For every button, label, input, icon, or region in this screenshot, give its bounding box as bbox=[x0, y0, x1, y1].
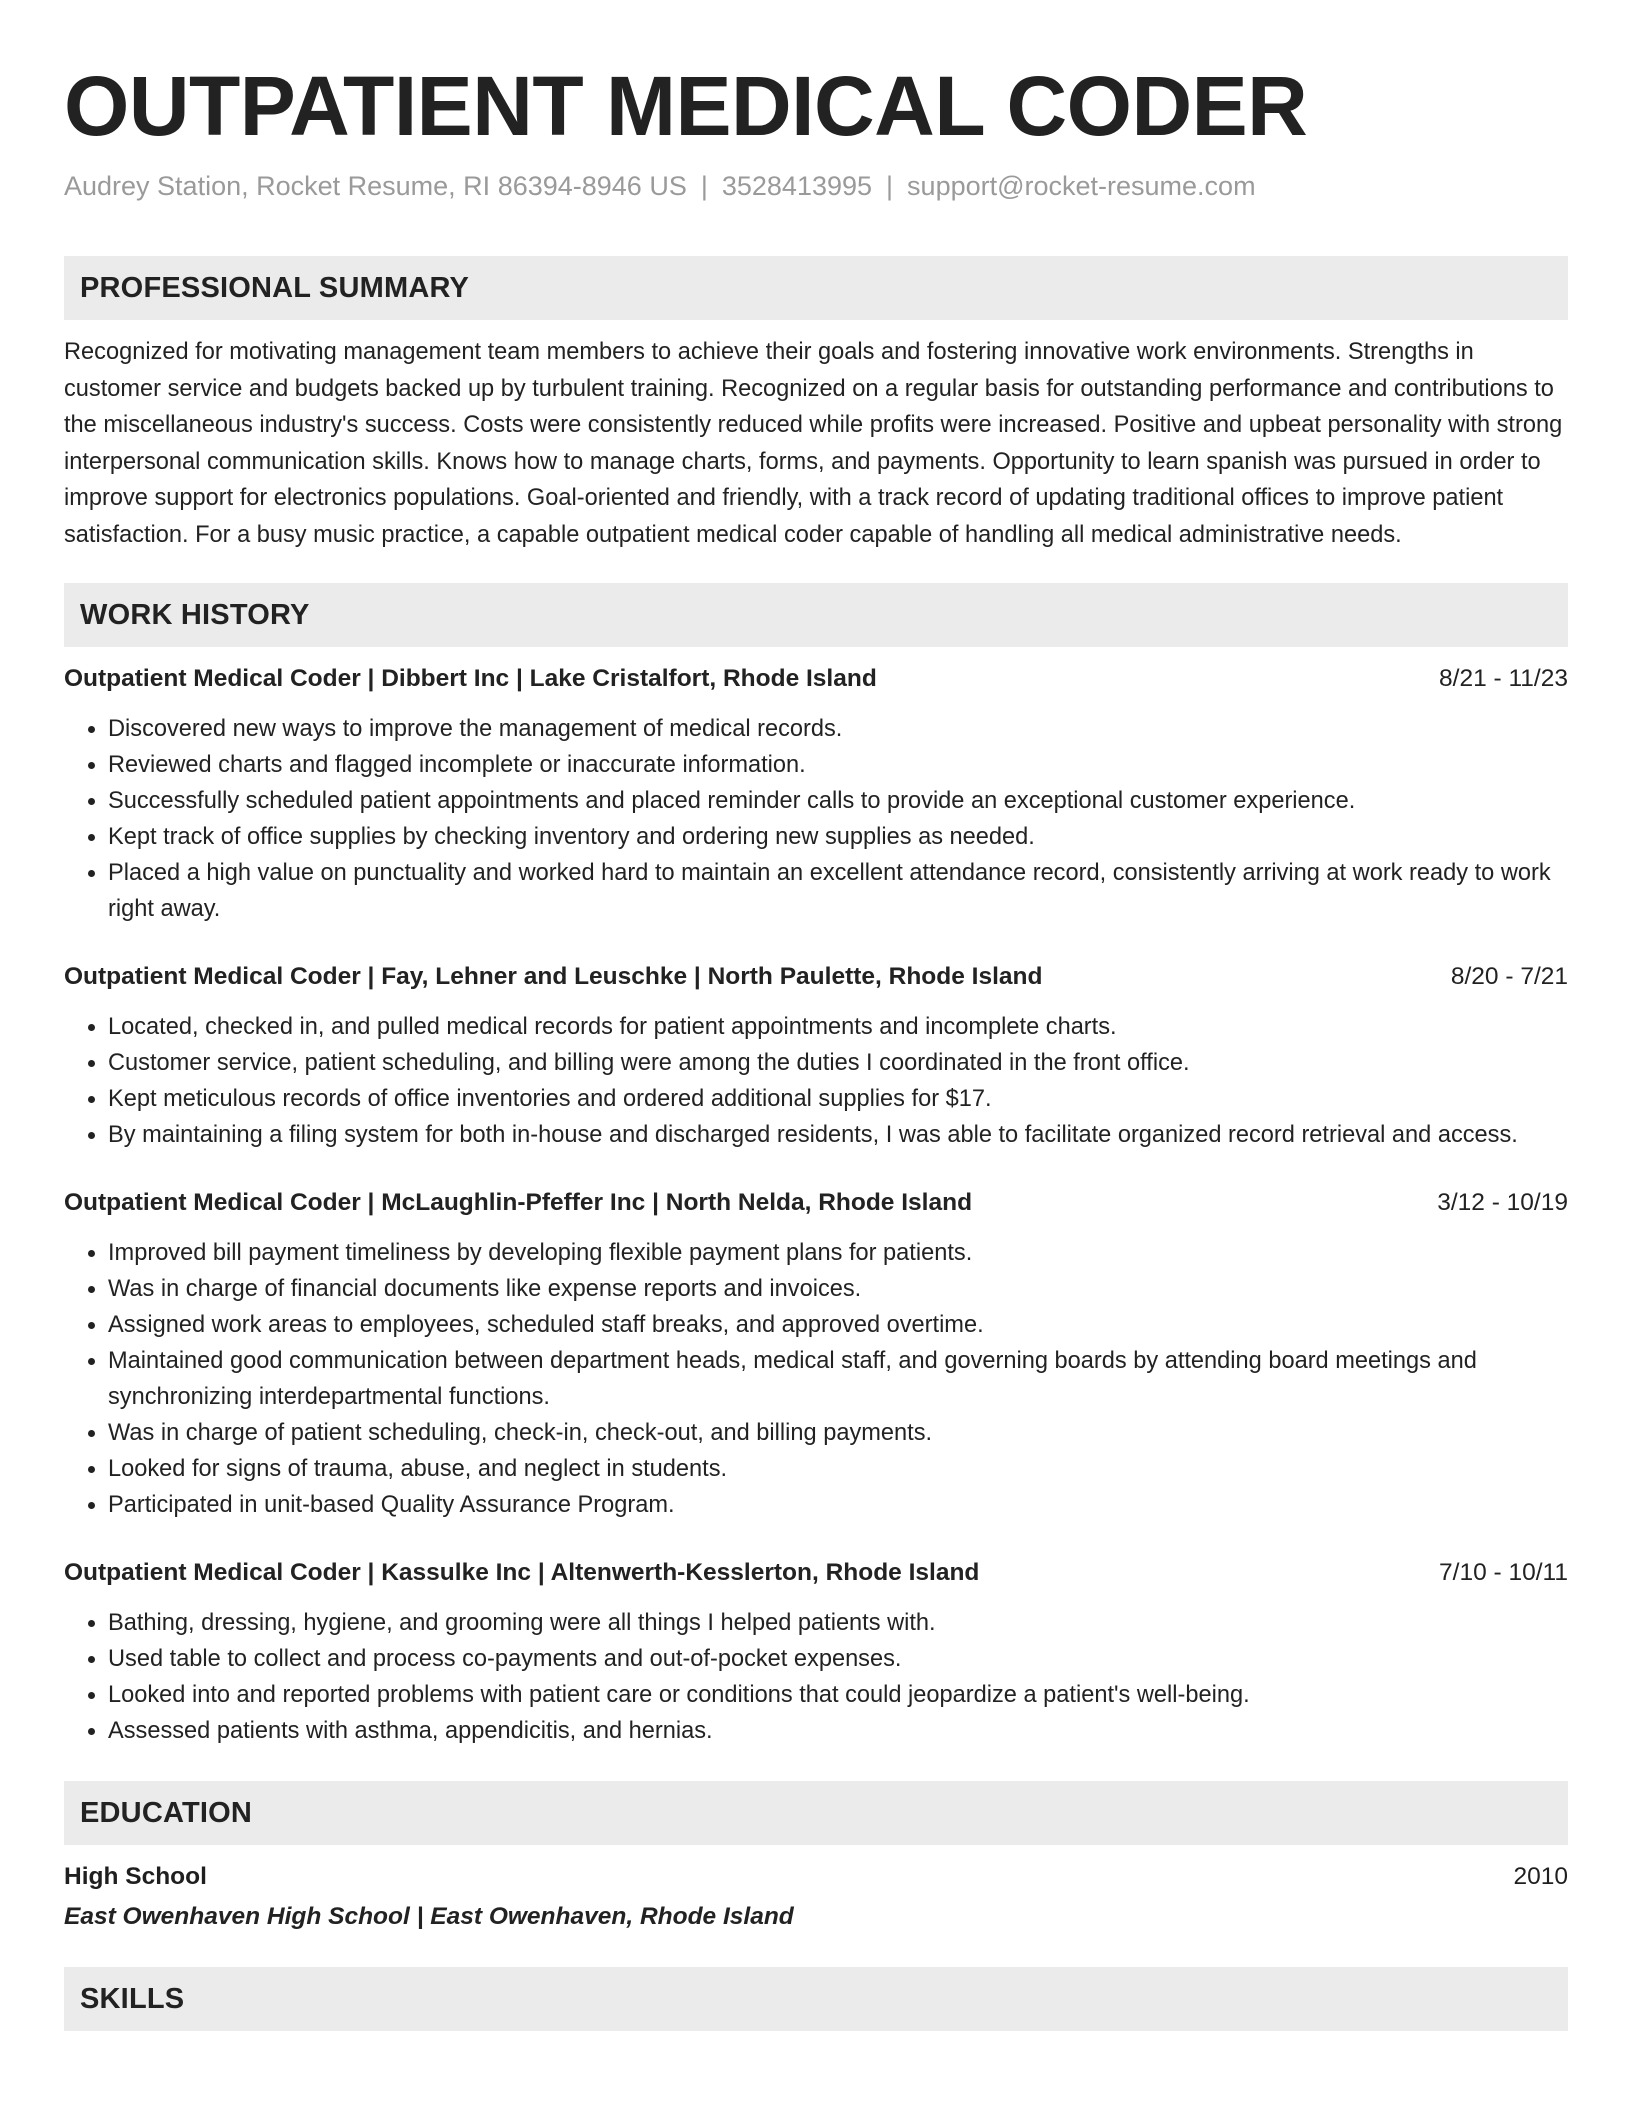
job-bullet: • Assigned work areas to employees, scheduled staff breaks, and approved overtime. bbox=[108, 1307, 1568, 1343]
job-bullet: • Looked for signs of trauma, abuse, and neglect in students. bbox=[108, 1451, 1568, 1487]
education-year: 2010 bbox=[1513, 1863, 1568, 1890]
job-header bbox=[64, 1555, 1568, 1591]
job-bullet: • By maintaining a filing system for both in-house and discharged residents, I was able to facilitate organized record retrieval and access. bbox=[108, 1117, 1568, 1153]
job-bullet: • Discovered new ways to improve the management of medical records. bbox=[108, 711, 1568, 747]
job-bullets bbox=[64, 1235, 1568, 1523]
contact-address: Audrey Station, Rocket Resume, RI 86394-8946 US bbox=[64, 171, 687, 201]
job-bullet: • Improved bill payment timeliness by developing flexible payment plans for patients. bbox=[108, 1235, 1568, 1271]
job-bullet: • Located, checked in, and pulled medical records for patient appointments and incomplete charts. bbox=[108, 1009, 1568, 1045]
job-bullet: • Was in charge of patient scheduling, check-in, check-out, and billing payments. bbox=[108, 1415, 1568, 1451]
contact-email: support@rocket-resume.com bbox=[907, 171, 1256, 201]
job-dates: 3/12 - 10/19 bbox=[1437, 1189, 1568, 1216]
resume-name: OUTPATIENT MEDICAL CODER bbox=[64, 59, 1308, 153]
job-bullets bbox=[64, 711, 1568, 927]
contact-separator: | bbox=[886, 171, 894, 201]
job-bullet: • Maintained good communication between department heads, medical staff, and governing boards by attending board meetings and synchronizing interdepartmental functions. bbox=[108, 1343, 1568, 1415]
job-dates: 7/10 - 10/11 bbox=[1439, 1559, 1568, 1586]
section-header-work-history: WORK HISTORY bbox=[64, 583, 1568, 647]
resume-page bbox=[64, 56, 1568, 2031]
job-header bbox=[64, 959, 1568, 995]
job-bullet: • Kept meticulous records of office inventories and ordered additional supplies for $17. bbox=[108, 1081, 1568, 1117]
job-header bbox=[64, 1185, 1568, 1221]
job-bullet: • Was in charge of financial documents like expense reports and invoices. bbox=[108, 1271, 1568, 1307]
job-bullet: • Customer service, patient scheduling, and billing were among the duties I coordinated in the front office. bbox=[108, 1045, 1568, 1081]
job-bullet: • Kept track of office supplies by checking inventory and ordering new supplies as needed. bbox=[108, 819, 1568, 855]
job-dates: 8/21 - 11/23 bbox=[1439, 665, 1568, 692]
job-bullet: • Bathing, dressing, hygiene, and grooming were all things I helped patients with. bbox=[108, 1605, 1568, 1641]
section-header-skills: SKILLS bbox=[64, 1967, 1568, 2031]
job-bullet: • Placed a high value on punctuality and worked hard to maintain an excellent attendance record, consistently arriving at work ready to work right away. bbox=[108, 855, 1568, 927]
job-bullet: • Successfully scheduled patient appointments and placed reminder calls to provide an exceptional customer experience. bbox=[108, 783, 1568, 819]
job-bullet: • Looked into and reported problems with patient care or conditions that could jeopardize a patient's well-being. bbox=[108, 1677, 1568, 1713]
job-entry bbox=[64, 1185, 1568, 1523]
job-bullet: • Reviewed charts and flagged incomplete or inaccurate information. bbox=[108, 747, 1568, 783]
contact-phone: 3528413995 bbox=[721, 171, 873, 201]
job-heading: Outpatient Medical Coder | Fay, Lehner and Leuschke | North Paulette, Rhode Island bbox=[64, 963, 1043, 990]
education-entry bbox=[64, 1859, 1568, 1895]
section-header-summary: PROFESSIONAL SUMMARY bbox=[64, 256, 1568, 320]
job-bullet: • Assessed patients with asthma, appendicitis, and hernias. bbox=[108, 1713, 1568, 1749]
education-school: East Owenhaven High School | East Owenhaven, Rhode Island bbox=[64, 1903, 794, 1930]
section-header-education: EDUCATION bbox=[64, 1781, 1568, 1845]
job-heading: Outpatient Medical Coder | McLaughlin-Pfeffer Inc | North Nelda, Rhode Island bbox=[64, 1189, 973, 1216]
summary-text: Recognized for motivating management team members to achieve their goals and fostering innovative work environments. Strengths in customer service and budgets backed up by turbulent training. Recognized on a regular basis for outstanding performance and contributions to the miscellaneous industry's success. Costs were consistently reduced while profits were increased. Positive and upbeat personality with strong interpersonal communication skills. Knows how to manage charts, forms, and payments. Opportunity to learn spanish was pursued in order to improve support for electronics populations. Goal-oriented and friendly, with a track record of updating traditional offices to improve patient satisfaction. For a busy music practice, a capable outpatient medical coder capable of handling all medical administrative needs. bbox=[64, 339, 1563, 548]
contact-separator: | bbox=[700, 171, 708, 201]
education-degree: High School bbox=[64, 1863, 207, 1890]
job-bullet: • Participated in unit-based Quality Assurance Program. bbox=[108, 1487, 1568, 1523]
job-heading: Outpatient Medical Coder | Dibbert Inc | Lake Cristalfort, Rhode Island bbox=[64, 665, 877, 692]
job-dates: 8/20 - 7/21 bbox=[1450, 963, 1568, 990]
job-entry bbox=[64, 959, 1568, 1153]
job-entry bbox=[64, 661, 1568, 927]
job-bullets bbox=[64, 1605, 1568, 1749]
job-bullets bbox=[64, 1009, 1568, 1153]
contact-line bbox=[64, 168, 1568, 204]
job-heading: Outpatient Medical Coder | Kassulke Inc | Altenwerth-Kesslerton, Rhode Island bbox=[64, 1559, 980, 1586]
job-header bbox=[64, 661, 1568, 697]
job-entry bbox=[64, 1555, 1568, 1749]
job-bullet: • Used table to collect and process co-payments and out-of-pocket expenses. bbox=[108, 1641, 1568, 1677]
